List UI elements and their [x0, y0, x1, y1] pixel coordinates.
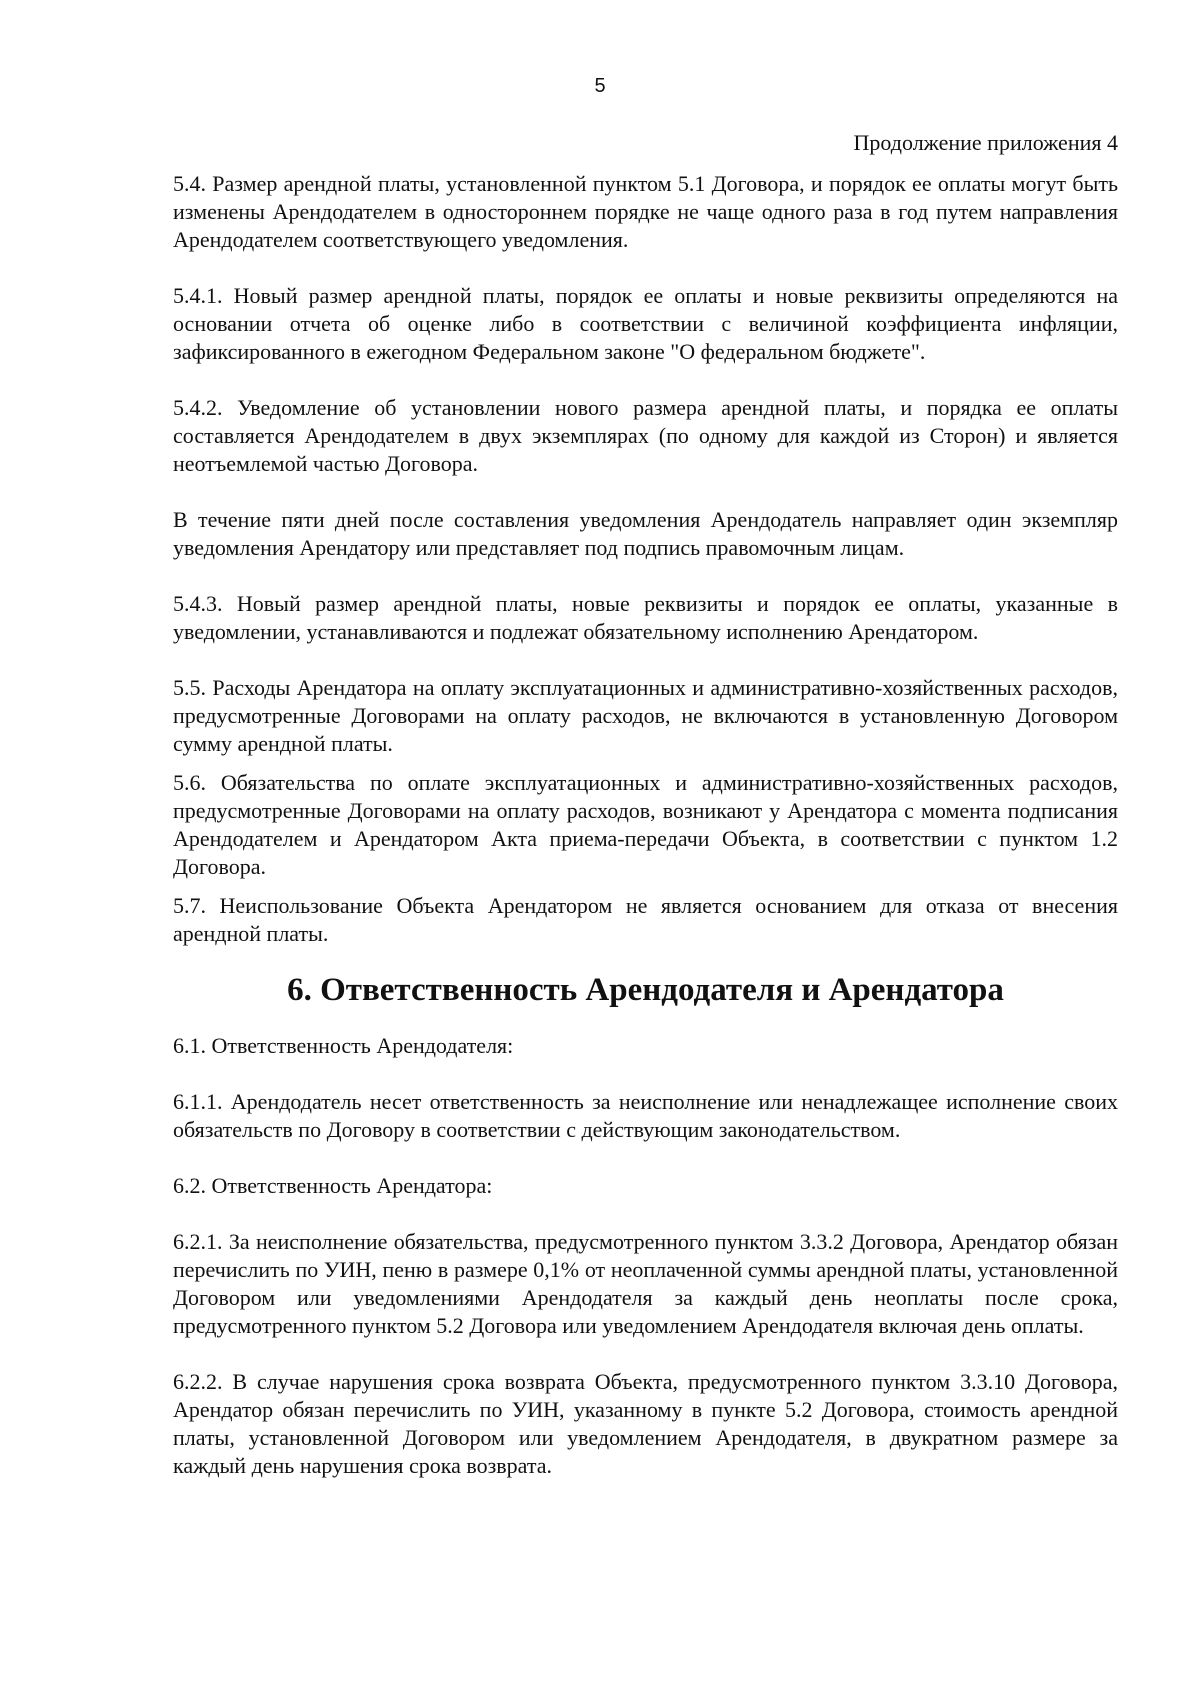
- paragraph-5-6: 5.6. Обязательства по оплате эксплуатационных и административно-хозяйственных расходов, предусмотренные Договорами на оплату расходов, возникают у Арендатора с момента подписания Арендодателем и Арендатором Акта приема-передачи Объекта, в соответствии с пунктом 1.2 Договора.: [173, 770, 1118, 879]
- paragraph-6-2: 6.2. Ответственность Арендатора:: [173, 1173, 493, 1198]
- paragraph-6-1-1: 6.1.1. Арендодатель несет ответственность за неисполнение или ненадлежащее исполнение своих обязательств по Договору в соответствии с действующим законодательством.: [173, 1089, 1118, 1142]
- paragraph-6-1: 6.1. Ответственность Арендодателя:: [173, 1033, 514, 1058]
- paragraph-6-2-2: 6.2.2. В случае нарушения срока возврата Объекта, предусмотренного пунктом 3.3.10 Договора, Арендатор обязан перечислить по УИН, указанному в пункте 5.2 Договора, стоимость арендной платы, установленной Договором или уведомлением Арендодателя, в двукратном размере за каждый день нарушения срока возврата.: [173, 1369, 1118, 1478]
- appendix-note: Продолжение приложения 4: [853, 130, 1118, 155]
- paragraph-5-4-3: 5.4.3. Новый размер арендной платы, новые реквизиты и порядок ее оплаты, указанные в уведомлении, устанавливаются и подлежат обязательному исполнению Арендатором.: [173, 591, 1118, 644]
- paragraph-6-2-1: 6.2.1. За неисполнение обязательства, предусмотренного пунктом 3.3.2 Договора, Арендатор обязан перечислить по УИН, пеню в размере 0,1% от неоплаченной суммы арендной платы, установленной Договором или уведомлениями Арендодателя за каждый день неоплаты после срока, предусмотренного пунктом 5.2 Договора или уведомлением Арендодателя включая день оплаты.: [173, 1229, 1118, 1338]
- section-heading: 6. Ответственность Арендодателя и Арендатора: [287, 972, 1004, 1008]
- page-number: 5: [594, 75, 606, 97]
- paragraph-5-5: 5.5. Расходы Арендатора на оплату эксплуатационных и административно-хозяйственных расходов, предусмотренные Договорами на оплату расходов, не включаются в установленную Договором сумму арендной платы.: [173, 675, 1118, 756]
- paragraph-5-4-2: 5.4.2. Уведомление об установлении нового размера арендной платы, и порядка ее оплаты составляется Арендодателем в двух экземплярах (по одному для каждой из Сторон) и является неотъемлемой частью Договора.: [173, 395, 1118, 476]
- paragraph-notification-term: В течение пяти дней после составления уведомления Арендодатель направляет один экземпляр уведомления Арендатору или представляет под подпись правомочным лицам.: [173, 507, 1118, 560]
- document-body: [173, 170, 1118, 1480]
- paragraph-5-4: 5.4. Размер арендной платы, установленной пунктом 5.1 Договора, и порядок ее оплаты могут быть изменены Арендодателем в одностороннем порядке не чаще одного раза в год путем направления Арендодателем соответствующего уведомления.: [173, 171, 1118, 252]
- paragraph-5-7: 5.7. Неиспользование Объекта Арендатором не является основанием для отказа от внесения арендной платы.: [173, 893, 1118, 946]
- paragraph-5-4-1: 5.4.1. Новый размер арендной платы, порядок ее оплаты и новые реквизиты определяются на основании отчета об оценке либо в соответствии с величиной коэффициента инфляции, зафиксированного в ежегодном Федеральном законе "О федеральном бюджете".: [173, 283, 1118, 364]
